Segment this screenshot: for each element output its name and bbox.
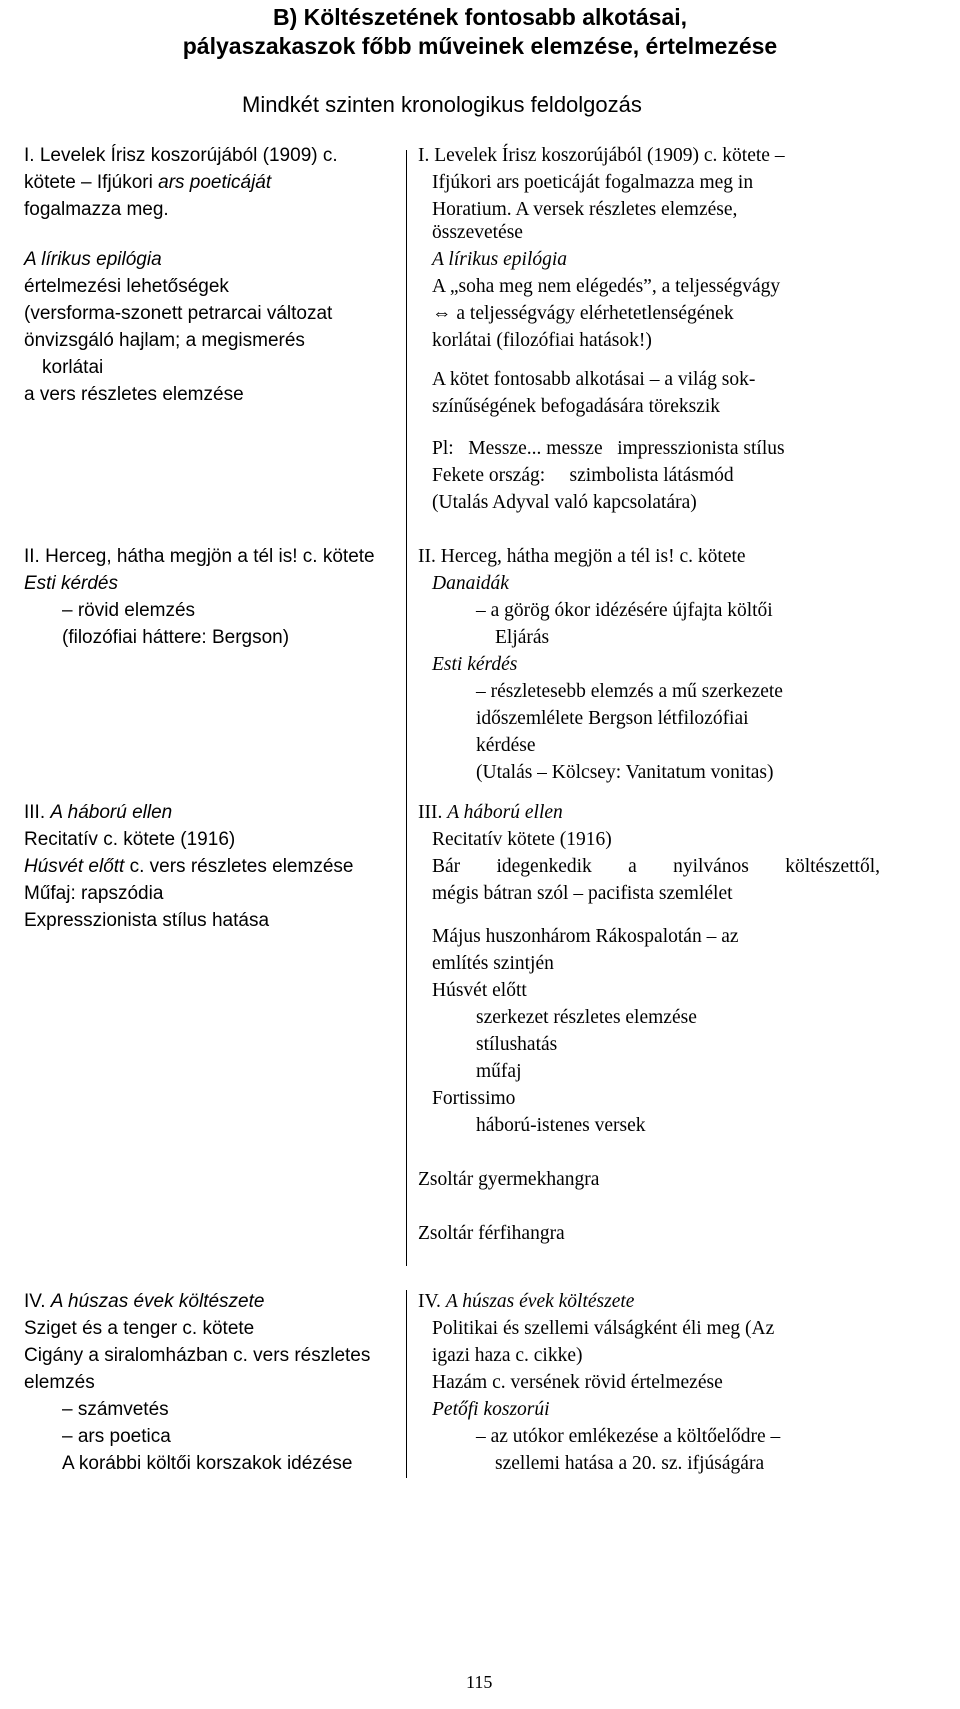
- left-s3-line: Recitatív c. kötete (1916): [24, 829, 236, 850]
- right-s1-line: A „soha meg nem elégedés”, a teljességvágy: [432, 276, 781, 297]
- right-s2-line: (Utalás – Kölcsey: Vanitatum vonitas): [476, 762, 774, 783]
- right-s2-line: időszemlélete Bergson létfilozófiai: [476, 708, 749, 729]
- left-s4-line: – számvetés: [62, 1399, 169, 1420]
- right-s3-line: Fortissimo: [432, 1088, 516, 1109]
- left-s4-line: – ars poetica: [62, 1426, 171, 1447]
- right-s4-line: Politikai és szellemi válságként éli meg (Az: [432, 1318, 775, 1339]
- right-s1-line: I. Levelek Írisz koszorújából (1909) c. kötete –: [418, 145, 785, 166]
- title-line-1: B) Költészetének fontosabb alkotásai,: [272, 4, 688, 30]
- left-s3-line: Műfaj: rapszódia: [24, 883, 164, 904]
- left-s3-line: III. A háború ellen: [24, 802, 173, 823]
- right-s3-line: Recitatív kötete (1916): [432, 829, 612, 850]
- right-s2-line: Esti kérdés: [432, 654, 518, 675]
- right-s2-line: Danaidák: [432, 573, 509, 594]
- column-divider-1: [406, 150, 407, 1266]
- right-s3-line: stílushatás: [476, 1034, 558, 1055]
- right-s3-line: Bár idegenkedik a nyilvános költészettől,: [432, 856, 880, 877]
- right-s1-line: Horatium. A versek részletes elemzése,: [432, 199, 738, 220]
- right-s4-line: Hazám c. versének rövid értelmezése: [432, 1372, 723, 1393]
- right-s1-line: Fekete ország: szimbolista látásmód: [432, 465, 734, 486]
- right-s2-line: – részletesebb elemzés a mű szerkezete: [476, 681, 783, 702]
- left-s1-line: (versforma-szonett petrarcai változat: [24, 303, 333, 324]
- right-s3-line: Május huszonhárom Rákospalotán – az: [432, 926, 739, 947]
- right-s3-line: háború-istenes versek: [476, 1115, 646, 1136]
- left-s2-line: – rövid elemzés: [62, 600, 196, 621]
- right-s3-line: III. A háború ellen: [418, 802, 563, 823]
- left-s1-line: a vers részletes elemzése: [24, 384, 244, 405]
- left-s4-line: elemzés: [24, 1372, 95, 1393]
- right-s4-line: IV. A húszas évek költészete: [418, 1291, 635, 1312]
- right-s3-line: Zsoltár férfihangra: [418, 1223, 565, 1244]
- right-s4-line: igazi haza c. cikke): [432, 1345, 583, 1366]
- right-s1-line: A lírikus epilógia: [432, 249, 568, 270]
- left-s3-line: Expresszionista stílus hatása: [24, 910, 270, 931]
- left-s1-line: értelmezési lehetőségek: [24, 276, 229, 297]
- right-s1-line: A kötet fontosabb alkotásai – a világ sok-: [432, 369, 756, 390]
- right-s2-line: kérdése: [476, 735, 536, 756]
- left-s2-line: II. Herceg, hátha megjön a tél is! c. kötete: [24, 546, 375, 567]
- right-s1-line: korlátai (filozófiai hatások!): [432, 330, 652, 351]
- right-s3-line: Húsvét előtt: [432, 980, 527, 1001]
- left-s1-line: A lírikus epilógia: [24, 249, 162, 270]
- column-divider-2: [406, 1290, 407, 1478]
- left-s1-line: kötete – Ifjúkori ars poeticáját: [24, 172, 272, 193]
- right-s1-line: Pl: Messze... messze impresszionista stílus: [432, 438, 785, 459]
- left-s1-line: fogalmazza meg.: [24, 199, 169, 220]
- subtitle: Mindkét szinten kronologikus feldolgozás: [242, 92, 642, 117]
- left-s4-line: Sziget és a tenger c. kötete: [24, 1318, 255, 1339]
- right-s4-line: Petőfi koszorúi: [432, 1399, 550, 1420]
- right-s1-line: ⇔ a teljességvágy elérhetetlenségének: [432, 303, 734, 324]
- right-s3-line: említés szintjén: [432, 953, 554, 974]
- right-s4-line: szellemi hatása a 20. sz. ifjúságára: [495, 1453, 765, 1474]
- right-s3-line: szerkezet részletes elemzése: [476, 1007, 697, 1028]
- right-s1-line: összevetése: [432, 222, 523, 243]
- right-s3-line: Zsoltár gyermekhangra: [418, 1169, 600, 1190]
- left-s2-line: (filozófiai háttere: Bergson): [62, 627, 290, 648]
- left-s1-line: korlátai: [42, 357, 104, 378]
- left-s2-line: Esti kérdés: [24, 573, 118, 594]
- title-line-2: pályaszakaszok főbb műveinek elemzése, értelmezése: [182, 33, 778, 59]
- right-s2-line: – a görög ókor idézésére újfajta költői: [476, 600, 773, 621]
- right-s3-line: műfaj: [476, 1061, 522, 1082]
- page-number: 115: [466, 1672, 493, 1692]
- left-s1-line: I. Levelek Írisz koszorújából (1909) c.: [24, 145, 338, 166]
- right-s1-line: Ifjúkori ars poeticáját fogalmazza meg in: [432, 172, 754, 193]
- right-s1-line: (Utalás Adyval való kapcsolatára): [432, 492, 697, 513]
- right-s1-line: színűségének befogadására törekszik: [432, 396, 721, 417]
- left-s4-line: Cigány a siralomházban c. vers részletes: [24, 1345, 371, 1366]
- right-s4-line: – az utókor emlékezése a költőelődre –: [476, 1426, 781, 1447]
- right-s2-line: Eljárás: [495, 627, 550, 648]
- left-s4-line: A korábbi költői korszakok idézése: [62, 1453, 353, 1474]
- left-s4-line: IV. A húszas évek költészete: [24, 1291, 265, 1312]
- left-s1-line: önvizsgáló hajlam; a megismerés: [24, 330, 305, 351]
- left-s3-line: Húsvét előtt c. vers részletes elemzése: [24, 856, 354, 877]
- right-s3-line: mégis bátran szól – pacifista szemlélet: [432, 883, 733, 904]
- right-s2-line: II. Herceg, hátha megjön a tél is! c. kötete: [418, 546, 746, 567]
